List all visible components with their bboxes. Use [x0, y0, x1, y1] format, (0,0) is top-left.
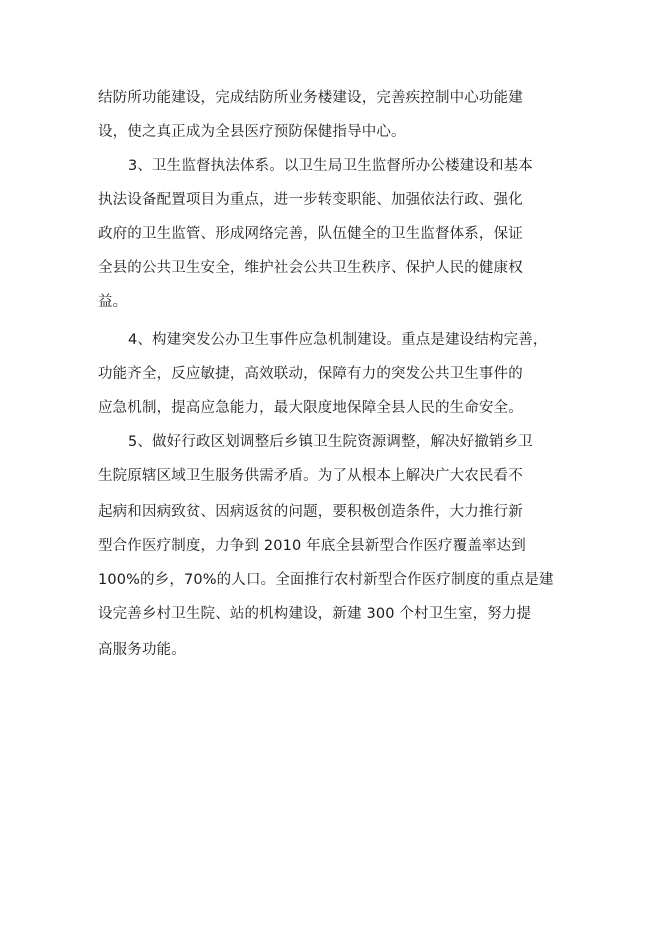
- paragraph-3-line-2: 功能齐全，反应敏捷，高效联动，保障有力的突发公共卫生事件的: [98, 366, 523, 382]
- paragraph-1-line-2: 设，使之真正成为全县医疗预防保健指导中心。: [98, 124, 406, 140]
- paragraph-2-line-2: 执法设备配置项目为重点，进一步转变职能、加强依法行政、强化: [98, 192, 523, 208]
- paragraph-4-line-2: 生院原辖区域卫生服务供需矛盾。为了从根本上解决广大农民看不: [98, 468, 523, 484]
- paragraph-4-line-1: 5、做好行政区划调整后乡镇卫生院资源调整，解决好撤销乡卫: [128, 434, 533, 450]
- paragraph-4-line-5: 100%的乡，70%的人口。全面推行农村新型合作医疗制度的重点是建: [98, 572, 554, 588]
- paragraph-2-line-3: 政府的卫生监管、形成网络完善，队伍健全的卫生监督体系，保证: [98, 226, 523, 242]
- paragraph-4-line-4: 型合作医疗制度，力争到 2010 年底全县新型合作医疗覆盖率达到: [98, 538, 526, 554]
- paragraph-2-line-1: 3、卫生监督执法体系。以卫生局卫生监督所办公楼建设和基本: [128, 158, 533, 174]
- paragraph-4-line-6: 设完善乡村卫生院、站的机构建设，新建 300 个村卫生室，努力提: [98, 606, 532, 622]
- paragraph-4-line-3: 起病和因病致贫、因病返贫的问题，要积极创造条件，大力推行新: [98, 504, 523, 520]
- paragraph-3-line-1: 4、构建突发公办卫生事件应急机制建设。重点是建设结构完善，: [128, 332, 548, 348]
- paragraph-2-line-4: 全县的公共卫生安全，维护社会公共卫生秩序、保护人民的健康权: [98, 260, 523, 276]
- paragraph-2-line-5: 益。: [98, 294, 128, 310]
- paragraph-1-line-1: 结防所功能建设，完成结防所业务楼建设，完善疾控制中心功能建: [98, 90, 523, 106]
- paragraph-4-line-7: 高服务功能。: [98, 642, 186, 658]
- paragraph-3-line-3: 应急机制，提高应急能力，最大限度地保障全县人民的生命安全。: [98, 400, 523, 416]
